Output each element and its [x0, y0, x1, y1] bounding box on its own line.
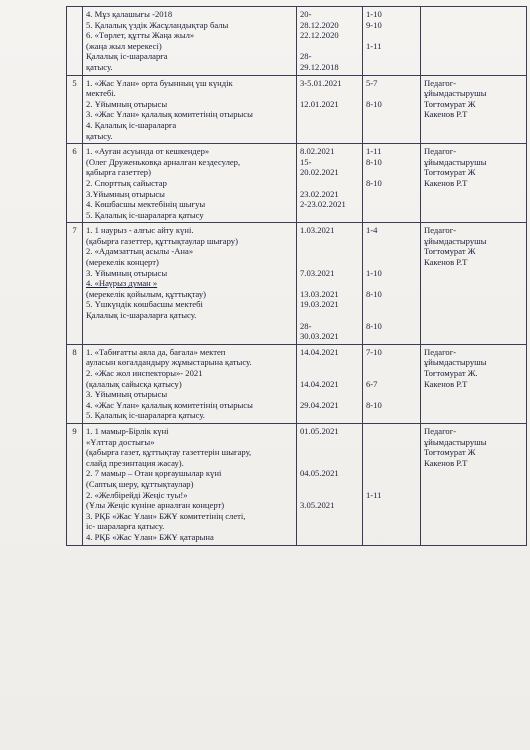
- text-line: 29.12.2018: [300, 61, 339, 72]
- text-line: Педагог-: [424, 77, 457, 88]
- blank-line: [366, 30, 417, 41]
- text-line: Какенов Р.Т: [424, 109, 468, 120]
- table-row: [67, 344, 527, 423]
- blank-line: [366, 479, 417, 490]
- text-line: 4. «Наурыз думан »: [86, 278, 158, 289]
- text-line: 3. Ұйымның отырысы: [86, 267, 168, 278]
- responsible-cell: [421, 423, 527, 545]
- grades-cell: [363, 423, 421, 545]
- text-line: 9-10: [366, 19, 382, 30]
- text-line: 8.02.2021: [300, 146, 335, 157]
- text-line: қабырға газеттер): [86, 167, 151, 178]
- row-number-cell: 8: [67, 344, 83, 423]
- text-line: 8-10: [366, 177, 382, 188]
- blank-line: [300, 41, 359, 52]
- text-line: 13.03.2021: [300, 288, 339, 299]
- text-line: 1. «Ауған асуында от кешкендер»: [86, 146, 210, 157]
- events-cell: [83, 423, 297, 545]
- text-line: 3. Ұйымның отырысы: [86, 389, 168, 400]
- events-cell: [83, 344, 297, 423]
- text-line: 1-11: [366, 40, 382, 51]
- text-line: 5. Қалалық іс-шараларға қатысу.: [86, 410, 205, 421]
- text-line: Какенов Р.Т: [424, 457, 468, 468]
- text-line: іс- шараларға қатысу.: [86, 521, 165, 532]
- text-line: Педагог-: [424, 225, 457, 236]
- text-line: (мерекелік қойылым, құттықтау): [86, 288, 206, 299]
- text-line: 1-11: [366, 489, 382, 500]
- text-line: ауласын көгалдандыру жұмыстарына қатысу.: [86, 357, 252, 368]
- events-cell: [83, 75, 297, 144]
- text-line: 2. «Желбірейді Жеңіс туы!»: [86, 489, 188, 500]
- grades-cell: [363, 75, 421, 144]
- blank-line: [366, 257, 417, 268]
- text-line: (қалалық сайысқа қатысу): [86, 378, 182, 389]
- blank-line: [366, 426, 417, 437]
- blank-line: [300, 458, 359, 469]
- dates-cell: [297, 344, 363, 423]
- text-line: Педагог-: [424, 146, 457, 157]
- blank-line: [300, 447, 359, 458]
- blank-line: [366, 437, 417, 448]
- text-line: 4. Мұз қалашығы -2018: [86, 9, 173, 19]
- blank-line: [366, 458, 417, 469]
- text-line: 4. «Жас Ұлан» қалалық комитетінің отырысы: [86, 399, 253, 410]
- text-line: 5. Қалалық үздік Жасұландықтар балы: [86, 19, 229, 30]
- text-line: 1. «Табиғатты аяла да, бағала» мектеп: [86, 346, 226, 357]
- text-line: 4. РҚБ «Жас Ұлан» БЖҰ қатарына: [86, 531, 214, 542]
- responsible-cell: [421, 144, 527, 223]
- dates-cell: [297, 223, 363, 345]
- grades-cell: [363, 144, 421, 223]
- text-line: 1-10: [366, 9, 382, 19]
- text-line: 28-: [300, 51, 312, 62]
- blank-line: [300, 236, 359, 247]
- text-line: ұйымдастырушы: [424, 235, 487, 246]
- text-line: 20.02.2021: [300, 167, 339, 178]
- blank-line: [300, 310, 359, 321]
- text-line: 01.05.2021: [300, 425, 339, 436]
- blank-line: [300, 389, 359, 400]
- text-line: 28-: [300, 320, 312, 331]
- events-cell: [83, 223, 297, 345]
- text-line: 2. «Жас жол инспекторы»- 2021: [86, 368, 203, 378]
- blank-line: [300, 357, 359, 368]
- text-line: 2-23.02.2021: [300, 199, 346, 210]
- text-line: 1. 1 наурыз - алғыс айту күні.: [86, 225, 194, 236]
- text-line: 2. «Адамзаттың асылы -Ана»: [86, 246, 194, 257]
- text-line: Какенов Р.Т: [424, 378, 468, 389]
- text-line: 6-7: [366, 378, 378, 389]
- text-line: слайд презинтация жасау).: [86, 457, 184, 468]
- blank-line: [366, 447, 417, 458]
- text-line: 1-4: [366, 225, 378, 236]
- text-line: «Ұлттар достығы»: [86, 436, 155, 447]
- row-number-cell: 6: [67, 144, 83, 223]
- text-line: 7-10: [366, 346, 382, 357]
- text-line: 2. 7 мамыр – Отан қорғаушылар күні: [86, 468, 222, 479]
- text-line: Тоғтомурат Ж: [424, 246, 476, 257]
- text-line: Какенов Р.Т: [424, 177, 468, 188]
- responsible-cell: [421, 7, 527, 76]
- text-line: (қабырға газеттер, құттықтаулар шығару): [86, 235, 238, 246]
- blank-line: [300, 368, 359, 379]
- blank-line: [300, 178, 359, 189]
- blank-line: [300, 257, 359, 268]
- text-line: қатысу.: [86, 61, 113, 72]
- text-line: 19.03.2021: [300, 299, 339, 310]
- blank-line: [300, 437, 359, 448]
- text-line: 3-5.01.2021: [300, 77, 342, 88]
- text-line: 15-: [300, 156, 312, 167]
- text-line: 5. Үшкүндік көшбасшы мектебі: [86, 299, 203, 310]
- text-line: 1.03.2021: [300, 225, 335, 236]
- text-line: 12.01.2021: [300, 98, 339, 109]
- text-line: Тоғтомурат Ж: [424, 167, 476, 178]
- text-line: 04.05.2021: [300, 468, 339, 479]
- dates-cell: [297, 423, 363, 545]
- text-line: 14.04.2021: [300, 346, 339, 357]
- text-line: 22.12.2020: [300, 30, 339, 41]
- text-line: 5-7: [366, 77, 378, 88]
- table-row: [67, 423, 527, 545]
- text-line: (Ұлы Жеңіс күніне арналған концерт): [86, 500, 225, 511]
- blank-line: [300, 479, 359, 490]
- row-number-cell: 9: [67, 423, 83, 545]
- table-row: [67, 144, 527, 223]
- blank-line: [300, 88, 359, 99]
- events-cell: [83, 7, 297, 76]
- responsible-cell: [421, 223, 527, 345]
- text-line: Педагог-: [424, 425, 457, 436]
- text-line: 4. Көшбасшы мектебінің шығуы: [86, 199, 206, 210]
- grades-cell: [363, 223, 421, 345]
- text-line: 1-11: [366, 146, 382, 157]
- text-line: (мерекелік концерт): [86, 257, 159, 268]
- text-line: 8-10: [366, 98, 382, 109]
- text-line: 20-: [300, 9, 312, 19]
- text-line: Тоғтомурат Ж.: [424, 368, 478, 378]
- text-line: 2. Спорттық сайыстар: [86, 177, 167, 188]
- text-line: (Саптық шеру, құттықтаулар): [86, 478, 194, 489]
- blank-line: [366, 468, 417, 479]
- text-line: 5. Қалалық іс-шараларға қатысу: [86, 209, 204, 220]
- grades-cell: [363, 344, 421, 423]
- text-line: 6. «Төрлет, құтты Жаңа жыл»: [86, 30, 195, 41]
- text-line: 1. 1 мамыр-Бірлік күні: [86, 425, 169, 436]
- text-line: Тоғтомурат Ж: [424, 98, 476, 109]
- text-line: қатысу.: [86, 130, 113, 141]
- grades-cell: [363, 7, 421, 76]
- text-line: 2. Ұйымның отырысы: [86, 98, 168, 109]
- dates-cell: [297, 144, 363, 223]
- text-line: 30.03.2021: [300, 331, 339, 342]
- row-number-cell: [67, 7, 83, 76]
- table-row: [67, 7, 527, 76]
- text-line: ұйымдастырушы: [424, 357, 487, 368]
- table-row: [67, 223, 527, 345]
- text-line: Педагог-: [424, 346, 457, 357]
- blank-line: [366, 389, 417, 400]
- blank-line: [300, 246, 359, 257]
- text-line: 3. «Жас Ұлан» қалалық комитетінің отырысы: [86, 109, 253, 120]
- table-row: [67, 75, 527, 144]
- dates-cell: [297, 75, 363, 144]
- blank-line: [366, 88, 417, 99]
- text-line: ұйымдастырушы: [424, 88, 487, 99]
- text-line: 8-10: [366, 320, 382, 331]
- text-line: 23.02.2021: [300, 188, 339, 199]
- row-number-cell: 5: [67, 75, 83, 144]
- event-plan-table: [66, 6, 527, 546]
- dates-cell: [297, 7, 363, 76]
- text-line: 7.03.2021: [300, 267, 335, 278]
- text-line: (жаңа жыл мерекесі): [86, 40, 162, 51]
- text-line: Қалалық іс-шараларға: [86, 51, 168, 62]
- events-cell: [83, 144, 297, 223]
- responsible-cell: [421, 75, 527, 144]
- text-line: Қалалық іс-шараларға қатысу.: [86, 310, 197, 321]
- text-line: 14.04.2021: [300, 378, 339, 389]
- text-line: 28.12.2020: [300, 19, 339, 30]
- row-number-cell: 7: [67, 223, 83, 345]
- blank-line: [300, 490, 359, 501]
- text-line: ұйымдастырушы: [424, 156, 487, 167]
- text-line: 3.05.2021: [300, 500, 335, 511]
- text-line: 8-10: [366, 156, 382, 167]
- blank-line: [300, 278, 359, 289]
- text-line: (қабырға газет, құттықтау газеттерін шығару,: [86, 447, 252, 458]
- text-line: 3.Ұйымның отырысы: [86, 188, 165, 199]
- blank-line: [366, 167, 417, 178]
- blank-line: [366, 368, 417, 379]
- blank-line: [366, 278, 417, 289]
- text-line: 29.04.2021: [300, 399, 339, 410]
- text-line: 4. Қалалық іс-шараларға: [86, 119, 177, 130]
- text-line: Тоғтомурат Ж: [424, 447, 476, 458]
- blank-line: [366, 299, 417, 310]
- blank-line: [366, 236, 417, 247]
- blank-line: [366, 246, 417, 257]
- text-line: 1. «Жас Ұлан» орта буынның үш күндік: [86, 77, 233, 88]
- text-line: 1-10: [366, 267, 382, 278]
- text-line: ұйымдастырушы: [424, 436, 487, 447]
- blank-line: [366, 310, 417, 321]
- text-line: 8-10: [366, 288, 382, 299]
- text-line: (Олег Друженьковқа арналған кездесулер,: [86, 156, 241, 167]
- responsible-cell: [421, 344, 527, 423]
- text-line: мектебі.: [86, 88, 116, 99]
- text-line: 3. РҚБ «Жас Ұлан» БЖҰ комитетінің слеті,: [86, 510, 246, 521]
- text-line: Какенов Р.Т: [424, 257, 468, 268]
- text-line: 8-10: [366, 399, 382, 410]
- blank-line: [366, 357, 417, 368]
